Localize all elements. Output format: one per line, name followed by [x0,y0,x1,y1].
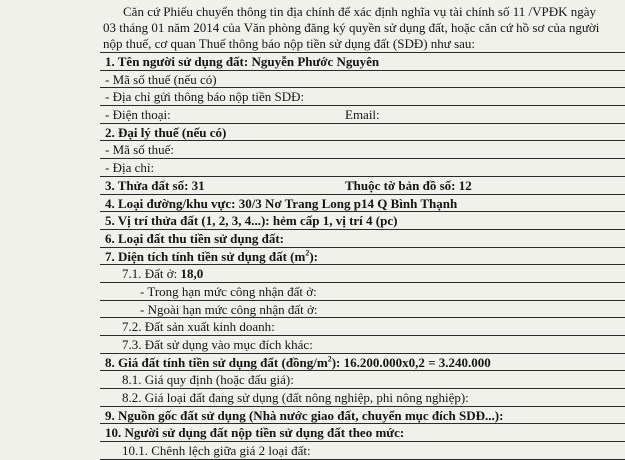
form-row [100,424,625,442]
form-row [100,371,625,389]
form-row [100,212,625,230]
form-row-label: 1. Tên người sử dụng đất: Nguyễn Phước Nguyên [105,54,380,69]
intro-line-3: nộp thuế, cơ quan Thuế thông báo nộp tiền sử dụng đất (SDĐ) như sau: [103,36,476,51]
form-row-label: 7. Diện tích tính tiền sử dụng đất $(m^2)$: [105,248,318,264]
form-row [100,389,625,407]
form-row [100,283,625,301]
intro-line-2: 03 tháng 01 năm 2014 của Văn phòng đăng ký quyền sử dụng đất, hoặc căn cứ hồ sơ của người [103,20,600,35]
form-row-label: - Địa chỉ: [105,160,155,176]
form-row [100,265,625,283]
form-row-label: 9. Nguồn gốc đất sử dụng (Nhà nước giao đất, chuyển mục đích SDĐ...): [105,407,504,423]
form-row-right-label: Thuộc tờ bản đồ số: 12 [345,177,472,193]
form-row-label: 3. Thửa đất số: 31 [105,177,205,193]
form-row [100,442,625,460]
form-row [100,195,625,213]
form-row-label: - Điện thoại: [105,107,171,123]
form-row [100,230,625,248]
form-row [100,301,625,319]
form-row-value: 18,0 [180,266,204,282]
form-row-label: 4. Loại đường/khu vực: 30/3 Nơ Trang Long p14 Q Bình Thạnh [105,195,458,211]
form-row [100,177,625,195]
form-row-label: 8.2. Giá loại đất đang sử dụng (đất nông nghiệp, phi nông nghiệp): [122,390,469,406]
form-row-label: - Mã số thuế (nếu có) [105,71,217,87]
form-row [100,106,625,124]
form-row-label: - Ngoài hạn mức công nhận đất ở: [140,301,318,317]
form-row-label: 5. Vị trí thửa đất (1, 2, 3, 4...): hẻm cấp 1, vị trí 4 (pc) [105,213,398,229]
unit-superscript: 2 [327,354,332,364]
form-row [100,354,625,372]
form-row-label: 10. Người sử dụng đất nộp tiền sử dụng đất theo mức: [105,425,405,441]
form-row-label: 8. Giá đất tính tiền sử dụng đất $(đồng/m^2)$: 16.200.000x0,2 = 3.240.000 [105,354,491,370]
form-row [100,88,625,106]
form-row [100,318,625,336]
form-row-label: 6. Loại đất thu tiền sử dụng đất: [105,230,285,246]
tax-notice-form [100,52,625,460]
form-row-label: 7.1. Đất ở: 18,0 [122,266,204,282]
form-row-right-label: Email: [345,107,380,123]
form-row-label: 7.3. Đất sử dụng vào mục đích khác: [122,337,313,352]
form-row-label: 10.1. Chênh lệch giữa giá 2 loại đất: [122,443,311,459]
form-row [100,248,625,266]
form-row [100,141,625,159]
form-row-label: - Trong hạn mức công nhận đất ở: [140,283,317,299]
form-row-label: - Mã số thuế: [105,142,174,158]
form-row [100,124,625,142]
unit-superscript: 2 [305,248,310,258]
form-row [100,53,625,71]
form-row [100,71,625,89]
form-row-label: 2. Đại lý thuế (nếu có) [105,124,227,140]
form-row-label: - Địa chỉ gửi thông báo nộp tiền SDĐ: [105,89,305,105]
intro-line-1: Căn cứ Phiếu chuyển thông tin địa chính để xác định nghĩa vụ tài chính số 11 /VPĐK ngày [123,4,597,19]
form-row [100,407,625,425]
form-row [100,336,625,354]
form-row-label: 7.2. Đất sản xuất kinh doanh: [122,319,275,335]
form-row [100,159,625,177]
form-row-label: 8.1. Giá quy định (hoặc đấu giá): [122,372,294,388]
